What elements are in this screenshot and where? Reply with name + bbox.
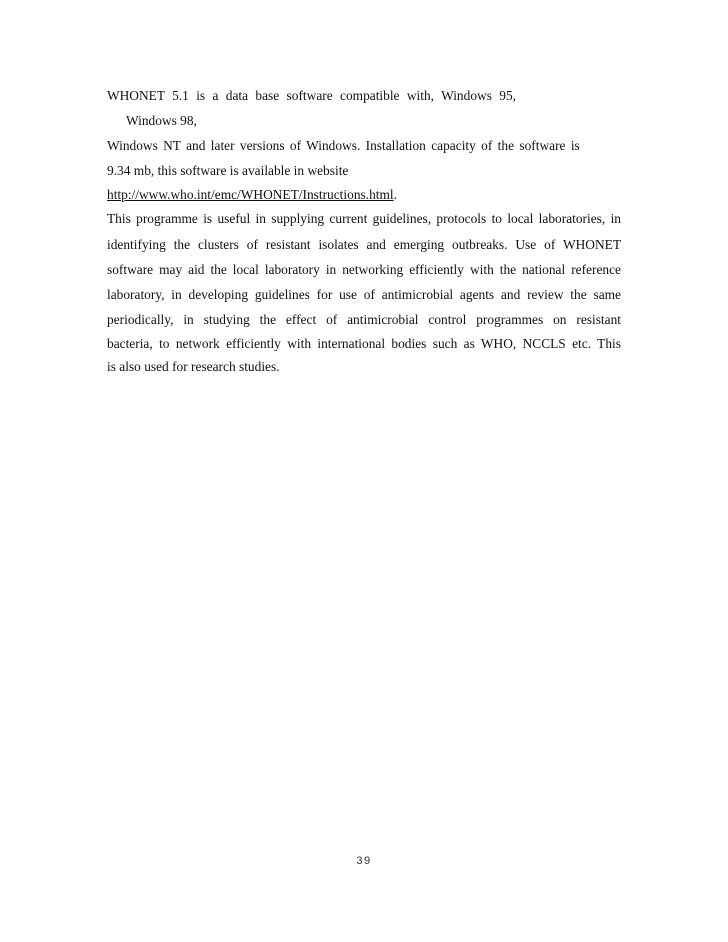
text-line: This programme is useful in supplying current guidelines, protocols to local laboratories, in xyxy=(107,211,621,226)
text-line: 9.34 mb, this software is available in website xyxy=(107,163,349,178)
page-number: 39 xyxy=(356,855,372,867)
url-line xyxy=(107,187,397,203)
website-link[interactable]: http://www.who.int/emc/WHONET/Instructions.html xyxy=(107,187,394,202)
text-line: identifying the clusters of resistant isolates and emerging outbreaks. Use of WHONET xyxy=(107,237,621,252)
text-line: software may aid the local laboratory in networking efficiently with the national reference xyxy=(107,262,621,277)
link-suffix: . xyxy=(393,187,397,202)
text-line: Windows NT and later versions of Windows. Installation capacity of the software is xyxy=(107,138,580,153)
text-line: is also used for research studies. xyxy=(107,359,280,374)
text-line: Windows 98, xyxy=(126,113,197,128)
text-line: periodically, in studying the effect of antimicrobial control programmes on resistant xyxy=(107,312,621,327)
text-line: bacteria, to network efficiently with international bodies such as WHO, NCCLS etc. This xyxy=(107,336,621,351)
text-line: WHONET 5.1 is a data base software compatible with, Windows 95, xyxy=(107,88,516,103)
text-line: laboratory, in developing guidelines for use of antimicrobial agents and review the same xyxy=(107,287,621,302)
